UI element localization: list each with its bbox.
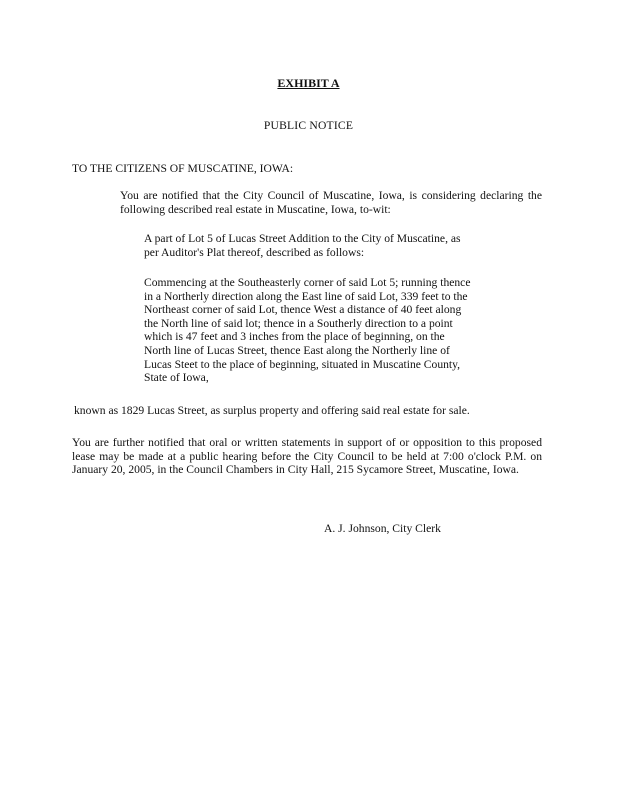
property-address-paragraph: known as 1829 Lucas Street, as surplus property and offering said real estate for sale. (74, 404, 470, 417)
hearing-line: You are further notified that oral or written statements in support of or opposition to this proposed (72, 436, 542, 449)
description-line: the North line of said lot; thence in a Southerly direction to a point (144, 316, 453, 330)
description-line: in a Northerly direction along the East line of said Lot, 339 feet to the (144, 289, 468, 303)
signature-line: A. J. Johnson, City Clerk (324, 522, 441, 535)
hearing-paragraph (72, 436, 542, 477)
description-line: Commencing at the Southeasterly corner of said Lot 5; running thence (144, 276, 471, 289)
hearing-line: lease may be made at a public hearing before the City Council to be held at 7:00 o'clock P.M. on (72, 449, 542, 463)
lot-line: A part of Lot 5 of Lucas Street Addition to the City of Muscatine, as (144, 232, 461, 245)
description-line: which is 47 feet and 3 inches from the place of beginning, on the (144, 330, 445, 344)
description-line: State of Iowa, (144, 371, 209, 385)
legal-description (144, 276, 479, 385)
intro-line: following described real estate in Muscatine, Iowa, to-wit: (120, 202, 391, 216)
description-line: Lucas Steet to the place of beginning, situated in Muscatine County, (144, 357, 461, 371)
exhibit-title: EXHIBIT A (277, 76, 340, 90)
hearing-line: January 20, 2005, in the Council Chambers in City Hall, 215 Sycamore Street, Muscatine, Iowa. (72, 463, 519, 477)
description-line: North line of Lucas Street, thence East along the Northerly line of (144, 343, 450, 357)
lot-paragraph (144, 232, 479, 259)
notice-heading: PUBLIC NOTICE (263, 119, 354, 132)
intro-paragraph (72, 189, 542, 216)
intro-line: You are notified that the City Council of Muscatine, Iowa, is considering declaring the (120, 189, 542, 202)
salutation: TO THE CITIZENS OF MUSCATINE, IOWA: (72, 162, 294, 175)
lot-line: per Auditor's Plat thereof, described as follows: (144, 245, 365, 259)
description-line: Northeast corner of said Lot, thence West a distance of 40 feet along (144, 303, 462, 317)
